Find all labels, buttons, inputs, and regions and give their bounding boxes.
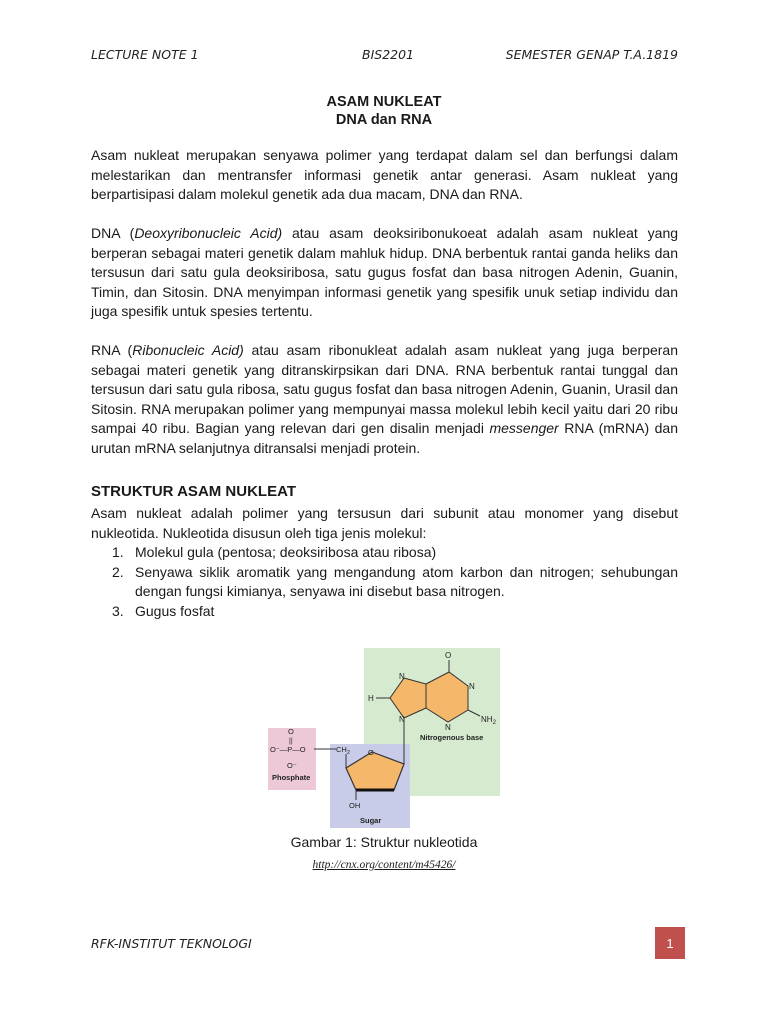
rna-body: atau asam ribonukleat adalah asam nukleat yang juga berperan sebagai materi genetik yang ditranskirpsikan dari DNA. RNA berbentuk rantai tunggal dan tersusun dari satu gula ribosa, satu gugus fosfat dan basa nitrogen Adenin, Guanin, Urasil dan Sitosin. RNA merupakan polimer yang mempunyai massa molekul lebih kecil yaitu dari 20 ribu sampai 40 ribu. Bagian yang relevan dari gen disalin menjadi <box>91 342 678 436</box>
atom-h: H <box>368 694 374 703</box>
rna-messenger-term: messenger <box>489 420 559 436</box>
header-course-note: LECTURE NOTE 1 <box>91 47 199 62</box>
phos-double-bond: || <box>289 738 293 745</box>
struktur-intro: Asam nukleat adalah polimer yang tersusun dari subunit atau monomer yang disebut nukleotida. Nukleotida disusun oleh tiga jenis molekul: <box>91 505 678 541</box>
footer-institution: RFK-INSTITUT TEKNOLOGI <box>91 936 252 951</box>
dna-paragraph <box>91 224 678 322</box>
figure-caption: Gambar 1: Struktur nukleotida <box>290 834 478 850</box>
rna-prefix: RNA ( <box>91 342 133 358</box>
list-item <box>91 543 678 563</box>
section-heading: STRUKTUR ASAM NUKLEAT <box>91 483 296 500</box>
dna-term: Deoxyribonucleic Acid) <box>134 225 283 241</box>
title-line-2: DNA dan RNA <box>335 112 433 128</box>
atom-n-3: N <box>445 723 451 732</box>
hydroxyl-group: OH <box>349 801 361 810</box>
document-title <box>0 93 768 129</box>
dna-body: atau asam deoksiribonukoeat adalah asam nukleat yang berperan sebagai materi genetik dalam mahluk hidup. DNA berbentuk rantai ganda heliks dan tersusun dari satu gula deoksiribosa, satu gugus fosfat dan basa nitrogen Adenin, Guanin, Timin, dan Sitosin. DNA menyimpan informasi genetik yang spesifik unuk setiap individu dan juga spesifik untuk spesies tertentu. <box>91 225 679 319</box>
atom-nh2: $NH_2$ <box>481 715 496 726</box>
header-semester: SEMESTER GENAP T.A.1819 <box>505 47 678 62</box>
list-text: Molekul gula (pentosa; deoksiribosa atau ribosa) <box>135 544 437 560</box>
ch2-group: $CH_2$ <box>336 745 350 756</box>
figure-source-link[interactable]: http://cnx.org/content/m45426/ <box>312 859 456 871</box>
rna-body-end: RNA (mRNA) dan urutan mRNA selanjutnya ditransalsi menjadi protein. <box>91 420 678 456</box>
list-number: 2. <box>112 563 124 580</box>
list-text: Gugus fosfat <box>135 602 215 619</box>
label-nitrogenous-base: Nitrogenous base <box>420 733 484 742</box>
phos-o-top: O <box>288 727 294 736</box>
component-list <box>91 543 678 621</box>
rna-paragraph <box>91 341 678 458</box>
page-number-badge: 1 <box>655 927 685 959</box>
label-phosphate: Phosphate <box>272 773 311 782</box>
list-text: Senyawa siklik aromatik yang mengandung atom karbon dan nitrogen; sehubungan dengan fungsi kimianya, senyawa ini disebut basa nitrogen. <box>135 563 678 599</box>
list-item <box>91 602 678 622</box>
list-number: 1. <box>112 544 124 560</box>
atom-n-1: N <box>399 672 405 681</box>
atom-n-2: N <box>469 682 475 691</box>
phos-row: O⁻—P—O <box>270 745 306 754</box>
rna-term: Ribonucleic Acid) <box>132 342 244 358</box>
list-number: 3. <box>112 602 124 619</box>
atom-n-4: N <box>399 715 405 724</box>
list-item <box>91 563 678 602</box>
header-course-code: BIS2201 <box>362 47 415 62</box>
title-line-1: ASAM NUKLEAT <box>326 94 442 110</box>
ring-oxygen: O <box>368 748 374 757</box>
atom-o-top: O <box>445 651 452 660</box>
label-sugar: Sugar <box>360 816 382 825</box>
nucleotide-structure-figure <box>268 646 502 830</box>
phos-o-bottom: O⁻ <box>287 761 297 770</box>
dna-prefix: DNA ( <box>91 225 135 241</box>
intro-paragraph: Asam nukleat merupakan senyawa polimer yang terdapat dalam sel dan berfungsi dalam melestarikan dan mentransfer informasi genetik antar generasi. Asam nukleat yang berpartisipasi dalam molekul genetik ada dua macam, DNA dan RNA. <box>91 147 678 202</box>
